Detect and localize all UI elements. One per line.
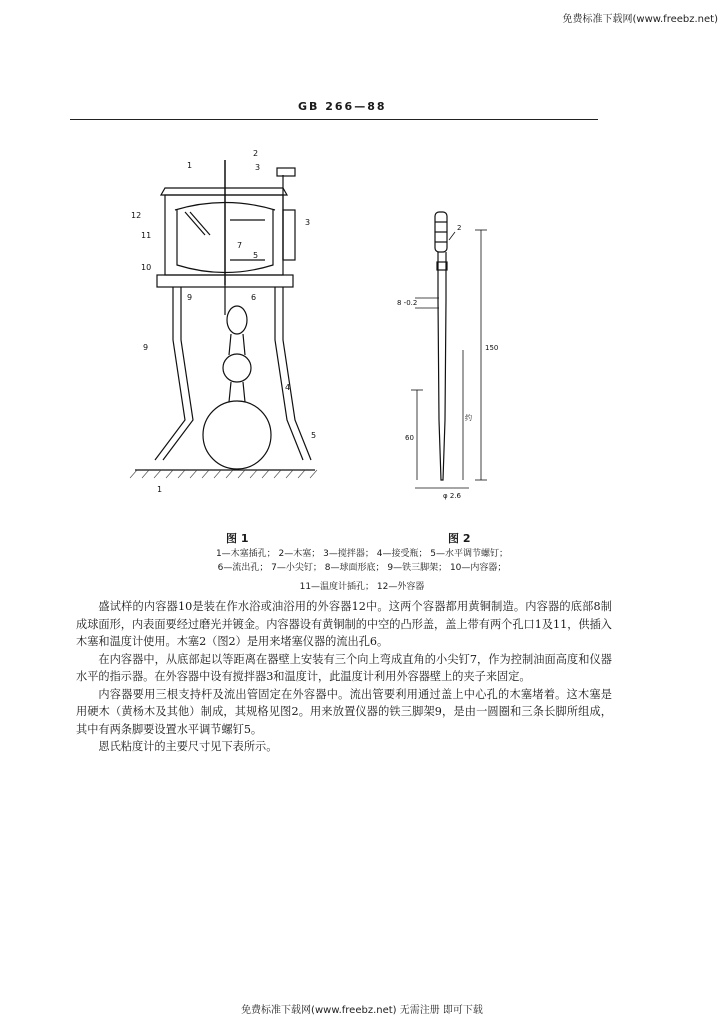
fig2-dim-60: 60 (405, 434, 414, 442)
fig2-callout-2: 2 (457, 224, 462, 232)
fig1-callout-9: 9 (187, 293, 193, 302)
fig1-callout-4: 4 (285, 383, 291, 392)
fig1-callout-1: 1 (187, 161, 193, 170)
paragraph: 在内容器中，从底部起以等距离在器壁上安装有三个向上弯成直角的小尖钉7，作为控制油面高度和仪器水平的指示器。在外容器中设有搅拌器3和温度计，此温度计利用外容器壁上的夹子来固定。 (76, 652, 612, 683)
figure-2-stopper (395, 200, 505, 504)
figure-1-caption: 图 1 (226, 532, 249, 545)
figure-legend-line: 1—木塞插孔； 2—木塞； 3—搅拌器； 4—接受瓶； 5—水平调节螺钉； (215, 549, 509, 559)
watermark-top: 免费标准下载网(www.freebz.net) (562, 14, 718, 25)
fig1-callout-6: 6 (251, 293, 257, 302)
standard-number: GB 266—88 (298, 100, 387, 113)
fig2-dim-diameter: φ 2.6 (443, 492, 461, 500)
fig1-callout-3: 3 (255, 163, 261, 172)
fig1-callout-5: 5 (253, 251, 259, 260)
fig1-callout-1b: 1 (157, 485, 163, 494)
fig1-callout-9b: 9 (143, 343, 149, 352)
body-text (76, 598, 612, 756)
fig2-dim-mid: 约 (465, 414, 472, 422)
fig1-callout-11: 11 (141, 231, 152, 240)
fig1-callout-7: 7 (237, 241, 243, 250)
fig1-callout-3b: 3 (305, 218, 311, 227)
figure-legend-line: 6—流出孔； 7—小尖钉； 8—球面形底； 9—铁三脚架； 10—内容器； (217, 563, 507, 573)
header-rule (70, 119, 598, 120)
fig1-callout-12: 12 (131, 211, 142, 220)
fig2-dim-gap: 8 -0.2 (397, 299, 418, 307)
figure-legend-line: 11—温度计插孔； 12—外容器 (299, 582, 425, 592)
paragraph: 盛试样的内容器10是装在作水浴或油浴用的外容器12中。这两个容器都用黄铜制造。内容器的底部8制成球面形，内表面要经过磨光并镀金。内容器设有黄铜制的中空的凸形盖，盖上带有两个孔口1及11，供插入木塞和温度计使用。木塞2（图2）是用来堵塞仪器的流出孔6。 (76, 600, 612, 648)
fig1-callout-5b: 5 (311, 431, 317, 440)
figure-1-drawing (125, 140, 325, 500)
fig1-callout-2: 2 (253, 149, 259, 158)
paragraph: 恩氏粘度计的主要尺寸见下表所示。 (98, 740, 278, 753)
figure-2-caption: 图 2 (448, 532, 471, 545)
fig2-dim-150: 150 (485, 344, 499, 352)
paragraph: 内容器要用三根支持杆及流出管固定在外容器中。流出管要利用通过盖上中心孔的木塞堵着。这木塞是用硬木（黄杨木及其他）制成，其规格见图2。用来放置仪器的铁三脚架9，是由一圆圈和三条长脚所组成，其中有两条脚要设置水平调节螺钉5。 (76, 687, 612, 736)
figure-2-drawing (395, 200, 505, 500)
fig1-callout-10: 10 (141, 263, 152, 272)
watermark-bottom: 免费标准下载网(www.freebz.net) 无需注册 即可下载 (241, 1005, 483, 1016)
figure-1-viscometer (125, 140, 325, 504)
